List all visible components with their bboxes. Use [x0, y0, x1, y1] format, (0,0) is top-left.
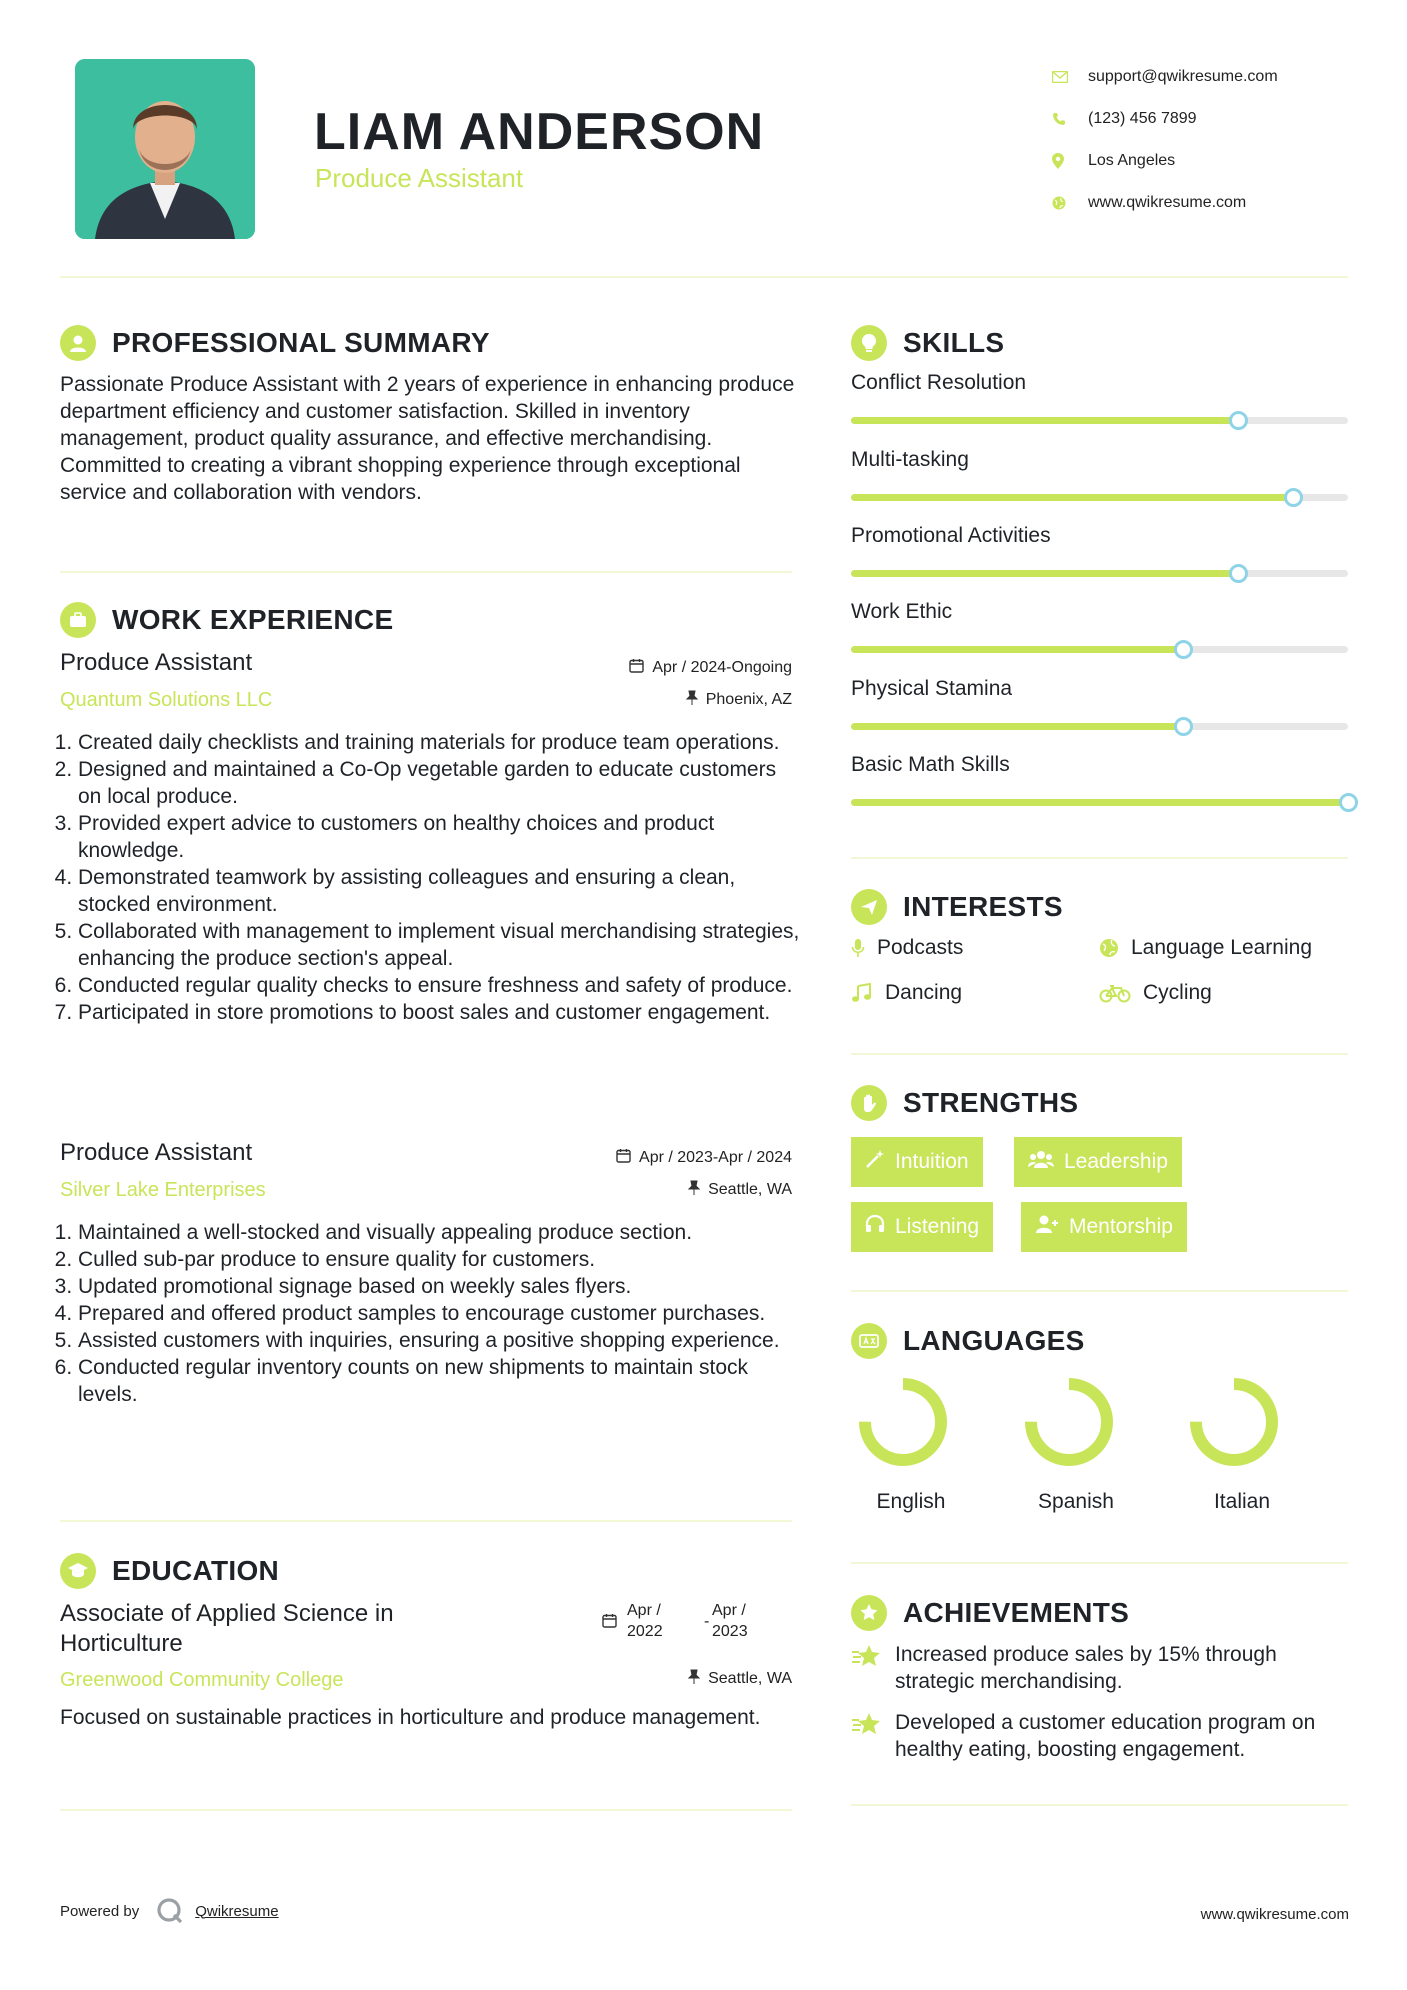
experience-title: WORK EXPERIENCE	[112, 604, 394, 635]
star-icon	[851, 1641, 895, 1695]
education-start: Apr / 2022	[627, 1602, 663, 1640]
summary-title: PROFESSIONAL SUMMARY	[112, 327, 490, 358]
strength-label: Leadership	[1064, 1150, 1168, 1173]
list-item: 7. Participated in store promotions to boost sales and customer engagement.	[78, 999, 800, 1026]
contact-location-text: Los Angeles	[1088, 152, 1176, 169]
achievement-item	[851, 1641, 1351, 1695]
education-end: Apr / 2023	[712, 1602, 748, 1640]
education-date-separator: -	[704, 1613, 710, 1630]
job-2-location-text: Seattle, WA	[708, 1181, 792, 1198]
interest-language-learning	[1099, 936, 1312, 960]
education-degree: Associate of Applied Science in Horticulture	[60, 1600, 394, 1657]
language-ring	[1021, 1374, 1117, 1470]
profile-photo	[75, 59, 255, 239]
achievement-text: Developed a customer education program on healthy eating, boosting engagement.	[895, 1711, 1316, 1761]
strength-badge-listening	[851, 1202, 993, 1252]
list-item: 5. Assisted customers with inquiries, ensuring a positive shopping experience.	[78, 1327, 800, 1354]
job-1-dates-text: Apr / 2024-Ongoing	[652, 659, 792, 676]
contact-location	[1052, 140, 1372, 182]
job-1-location-text: Phoenix, AZ	[705, 691, 792, 708]
users-icon	[1028, 1149, 1064, 1175]
skill-bar-knob	[1174, 640, 1193, 659]
calendar-icon	[602, 1613, 617, 1633]
skill-label: Multi-tasking	[851, 448, 969, 471]
contact-phone[interactable]	[1052, 98, 1372, 140]
skill-bar-fill	[851, 799, 1348, 806]
list-item: 5. Collaborated with management to implement visual merchandising strategies, enhancing the produce section's appeal.	[78, 918, 800, 972]
job-1-duties	[60, 729, 800, 1026]
strength-badge-intuition	[851, 1137, 983, 1187]
skill-bar-fill	[851, 646, 1184, 653]
skill-bar	[851, 646, 1348, 653]
job-2-location	[688, 1180, 792, 1200]
list-item: 2. Designed and maintained a Co-Op vegetable garden to educate customers on local produce.	[78, 756, 800, 810]
qwikresume-logo-icon	[155, 1896, 185, 1926]
skill-bar-knob	[1174, 717, 1193, 736]
skill-label: Basic Math Skills	[851, 753, 1010, 776]
contact-phone-text: (123) 456 7899	[1088, 110, 1197, 127]
contact-website-text: www.qwikresume.com	[1088, 194, 1247, 211]
list-item: 6. Conducted regular quality checks to ensure freshness and safety of produce.	[78, 972, 800, 999]
languages-header	[851, 1323, 1085, 1359]
user-plus-icon	[1035, 1214, 1069, 1240]
interest-label: Cycling	[1143, 981, 1212, 1004]
list-item: 2. Culled sub-par produce to ensure quality for customers.	[78, 1246, 800, 1273]
skills-header	[851, 325, 1004, 361]
mail-icon	[1052, 71, 1088, 83]
headphones-icon	[865, 1214, 895, 1240]
strength-label: Mentorship	[1069, 1215, 1173, 1238]
job-1-location	[686, 690, 792, 710]
graduation-cap-icon	[60, 1553, 96, 1589]
list-item: 3. Provided expert advice to customers on healthy choices and product knowledge.	[78, 810, 800, 864]
interest-cycling	[1099, 981, 1212, 1005]
job-2-dates-text: Apr / 2023-Apr / 2024	[639, 1149, 792, 1166]
education-title: EDUCATION	[112, 1555, 280, 1586]
job-2-duties	[60, 1219, 800, 1408]
skill-bar	[851, 723, 1348, 730]
skill-bar-knob	[1229, 564, 1248, 583]
education-location	[688, 1669, 792, 1689]
achievements-title: ACHIEVEMENTS	[903, 1597, 1130, 1628]
header-divider	[60, 276, 1348, 278]
calendar-icon	[629, 658, 652, 678]
location-icon	[1052, 153, 1088, 169]
interests-title: INTERESTS	[903, 891, 1063, 922]
skill-bar-fill	[851, 723, 1184, 730]
skill-bar-fill	[851, 570, 1239, 577]
contact-email[interactable]	[1052, 56, 1372, 98]
job-2-title: Produce Assistant	[60, 1139, 253, 1166]
list-item: 3. Updated promotional signage based on weekly sales flyers.	[78, 1273, 800, 1300]
pin-icon	[688, 1180, 708, 1200]
paper-plane-icon	[851, 889, 887, 925]
skill-bar	[851, 799, 1348, 806]
magic-wand-icon	[865, 1149, 895, 1175]
language-label: English	[876, 1490, 946, 1513]
award-icon	[851, 1595, 887, 1631]
candidate-name: LIAM ANDERSON	[314, 103, 765, 161]
education-location-text: Seattle, WA	[708, 1670, 792, 1687]
interests-divider	[851, 1053, 1348, 1055]
globe-icon	[1099, 938, 1119, 958]
microphone-icon	[851, 938, 865, 958]
job-1-company: Quantum Solutions LLC	[60, 689, 273, 711]
footer-powered-by	[60, 1896, 279, 1926]
job-1-dates	[629, 658, 792, 678]
strengths-header	[851, 1085, 1078, 1121]
achievements-divider	[851, 1804, 1348, 1806]
list-item: 4. Prepared and offered product samples to encourage customer purchases.	[78, 1300, 800, 1327]
star-icon	[851, 1709, 895, 1763]
languages-divider	[851, 1562, 1348, 1564]
skill-label: Conflict Resolution	[851, 371, 1027, 394]
pin-icon	[688, 1669, 708, 1689]
footer-url[interactable]: www.qwikresume.com	[1200, 1906, 1349, 1923]
summary-header	[60, 325, 490, 361]
education-header	[60, 1553, 279, 1589]
pin-icon	[686, 690, 706, 710]
powered-by-label: Powered by	[60, 1902, 140, 1920]
strengths-title: STRENGTHS	[903, 1087, 1079, 1118]
language-label: Italian	[1213, 1490, 1271, 1513]
strength-badge-leadership	[1014, 1137, 1182, 1187]
phone-icon	[1052, 112, 1088, 126]
skills-title: SKILLS	[903, 327, 1005, 358]
education-divider	[60, 1809, 792, 1811]
contact-website[interactable]	[1052, 182, 1372, 224]
job-2-dates	[616, 1148, 792, 1168]
interests-header	[851, 889, 1063, 925]
interest-label: Language Learning	[1131, 936, 1313, 959]
languages-title: LANGUAGES	[903, 1325, 1085, 1356]
qwikresume-link[interactable]: Qwikresume	[195, 1902, 279, 1920]
music-note-icon	[851, 983, 873, 1003]
education-school: Greenwood Community College	[60, 1669, 344, 1691]
summary-text: Passionate Produce Assistant with 2 years of experience in enhancing produce department efficiency and customer satisfaction. Skilled in inventory management, product quality assurance, and effective merchandising. Committed to creating a vibrant shopping experience through exceptional service and collaboration with vendors.	[60, 373, 795, 504]
user-icon	[60, 325, 96, 361]
interest-label: Dancing	[885, 981, 963, 1004]
strength-label: Intuition	[895, 1150, 969, 1173]
experience-header	[60, 602, 393, 638]
skill-bar-knob	[1339, 793, 1358, 812]
globe-icon	[1052, 196, 1088, 210]
job-1-title: Produce Assistant	[60, 649, 253, 676]
strength-label: Listening	[895, 1215, 980, 1238]
list-item: 1. Maintained a well-stocked and visually appealing produce section.	[78, 1219, 800, 1246]
skill-bar-knob	[1284, 488, 1303, 507]
bicycle-icon	[1099, 983, 1131, 1003]
achievement-text: Increased produce sales by 15% through strategic merchandising.	[895, 1643, 1277, 1693]
skill-label: Promotional Activities	[851, 524, 1051, 547]
achievement-item	[851, 1709, 1351, 1763]
skill-bar	[851, 417, 1348, 424]
strengths-divider	[851, 1290, 1348, 1292]
education-description: Focused on sustainable practices in horticulture and produce management.	[60, 1706, 761, 1729]
skill-bar-fill	[851, 417, 1239, 424]
language-label: Spanish	[1038, 1490, 1114, 1513]
experience-divider	[60, 1520, 792, 1522]
skill-label: Work Ethic	[851, 600, 953, 623]
briefcase-icon	[60, 602, 96, 638]
interest-podcasts	[851, 936, 963, 960]
calendar-icon	[616, 1148, 639, 1168]
interest-dancing	[851, 981, 962, 1005]
candidate-role: Produce Assistant	[315, 163, 524, 193]
list-item: 1. Created daily checklists and training materials for produce team operations.	[78, 729, 800, 756]
hand-icon	[851, 1085, 887, 1121]
skill-label: Physical Stamina	[851, 677, 1013, 700]
language-ring	[855, 1374, 951, 1470]
skill-bar-fill	[851, 494, 1293, 501]
list-item: 6. Conducted regular inventory counts on new shipments to maintain stock levels.	[78, 1354, 800, 1408]
skills-divider	[851, 857, 1348, 859]
achievements-header	[851, 1595, 1129, 1631]
skill-bar	[851, 570, 1348, 577]
list-item: 4. Demonstrated teamwork by assisting colleagues and ensuring a clean, stocked environment.	[78, 864, 800, 918]
skill-bar-knob	[1229, 411, 1248, 430]
lightbulb-icon	[851, 325, 887, 361]
contact-list	[1052, 56, 1372, 224]
skill-bar	[851, 494, 1348, 501]
job-2-company: Silver Lake Enterprises	[60, 1179, 266, 1201]
strength-badge-mentorship	[1021, 1202, 1187, 1252]
contact-email-text: support@qwikresume.com	[1088, 68, 1278, 85]
language-ring	[1186, 1374, 1282, 1470]
summary-divider	[60, 571, 792, 573]
interest-label: Podcasts	[877, 936, 964, 959]
language-icon	[851, 1323, 887, 1359]
